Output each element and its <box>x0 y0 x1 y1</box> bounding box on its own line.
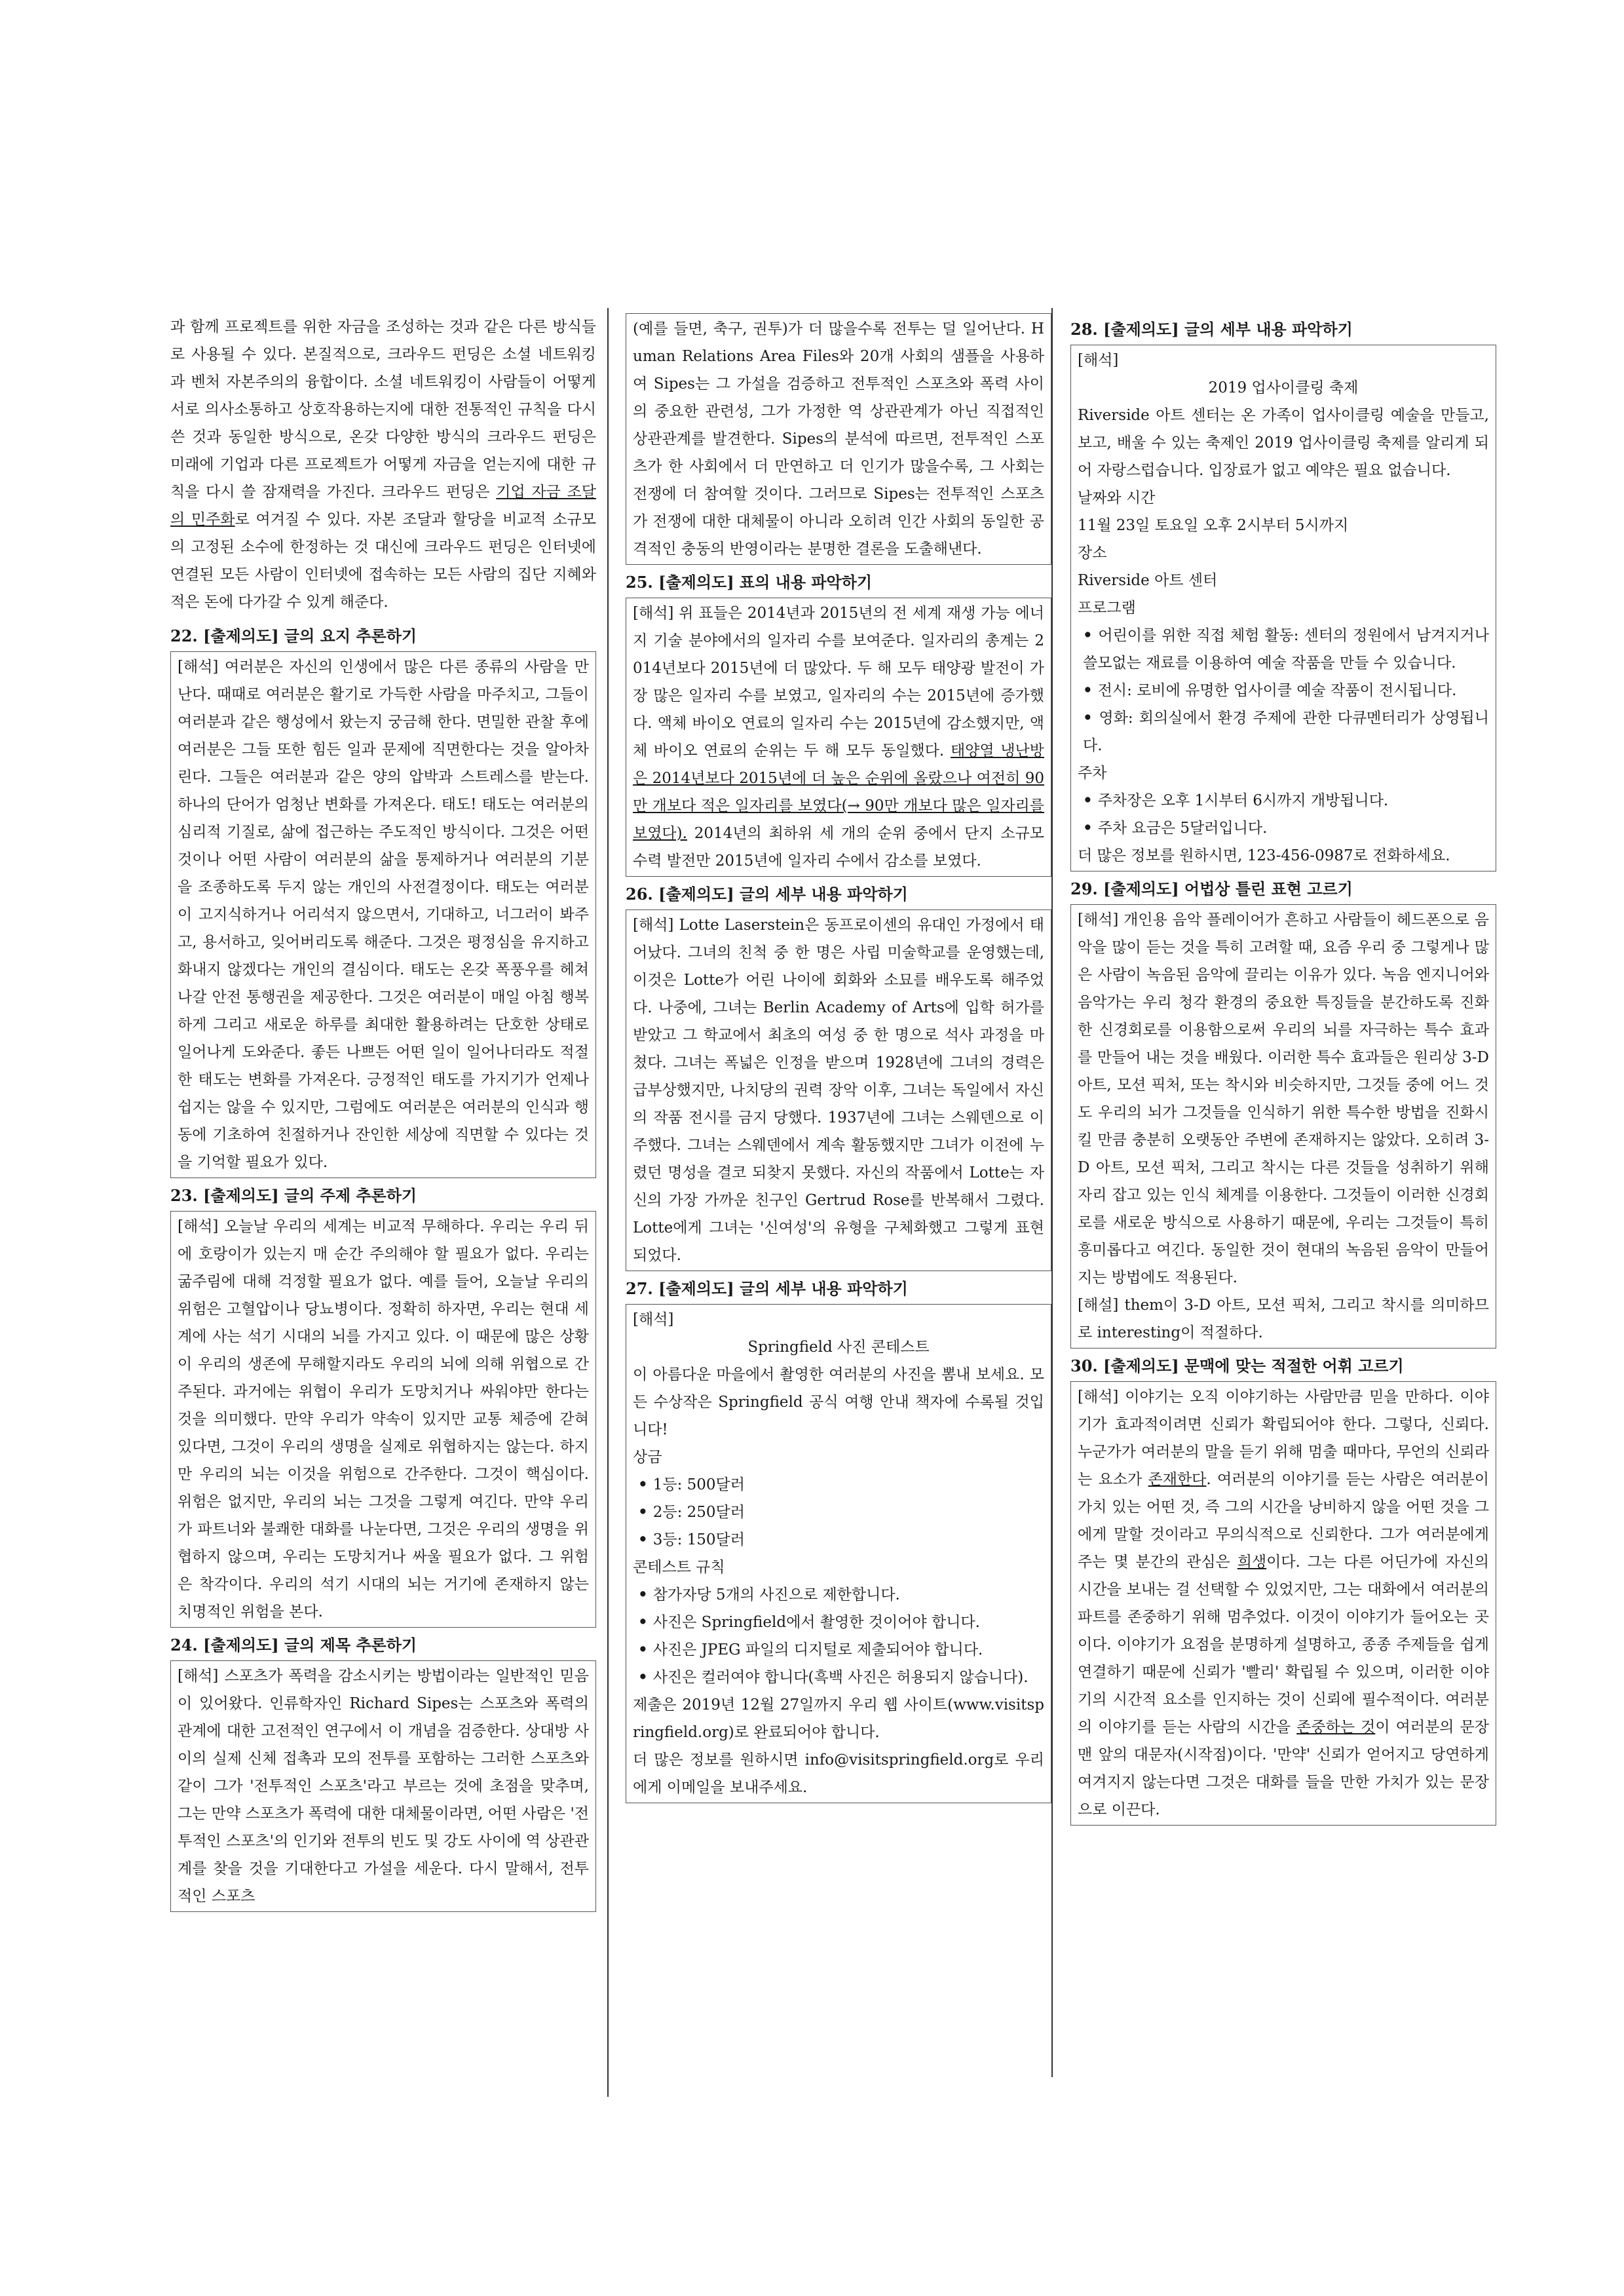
column-divider <box>607 308 609 2097</box>
question-29-title: 29. [출제의도] 어법상 틀린 표현 고르기 <box>1070 879 1353 898</box>
question-24-continued: (예를 들면, 축구, 권투)가 더 많을수록 전투는 덜 일어난다. Human Relations Area Files와 20개 사회의 샘플을 사용하여 Sipes는 그 가설을 검증하고 전투적인 스포츠와 폭력 사이의 중요한 관련성, 그가 가정한 역 상관관계가 아닌 직접적인 상관관계를 발견한다. Sipes의 분석에 따르면, 전투적인 스포츠가 한 사회에서 더 만연하고 더 인기가 많을수록, 그 사회는 전쟁에 더 참여할 것이다. 그러므로 Sipes는 전투적인 스포츠가 전쟁에 대한 대체물이 아니라 오히려 인간 사회의 동일한 공격적인 충동의 반영이라는 분명한 결론을 도출해낸다. <box>626 313 1051 565</box>
question-29-box: [해석] 개인용 음악 플레이어가 흔하고 사람들이 헤드폰으로 음악을 많이 듣는 것을 특히 고려할 때, 요즘 우리 중 그렇게나 많은 사람이 녹음된 음악에 끌리는 이유가 있다. 녹음 엔지니어와 음악가는 우리 청각 환경의 중요한 특징들을 분간하도록 진화한 신경회로를 이용함으로써 우리의 뇌를 자극하는 특수 효과를 만들어 내는 것을 배웠다. 이러한 특수 효과들은 원리상 3-D 아트, 모션 픽처, 또는 착시와 비슷하지만, 그것들 중에 어느 것도 우리의 뇌가 그것들을 인식하기 위한 특수한 방법을 진화시킬 만큼 충분히 오랫동안 주변에 존재하지는 않았다. 오히려 3-D 아트, 모션 픽처, 그리고 착시는 다른 것들을 성취하기 위해 자리 잡고 있는 인식 체계를 이용한다. 그것들이 이러한 신경회로를 새로운 방식으로 사용하기 때문에, 우리는 그것들이 특히 흥미롭다고 여긴다. 동일한 것이 현대의 녹음된 음악이 만들어지는 방법에도 적용된다. [해설] them이 3-D 아트, 모션 픽처, 그리고 착시를 의미하므로 interesting이 적절하다. <box>1070 904 1496 1349</box>
question-23-title: 23. [출제의도] 글의 주제 추론하기 <box>170 1186 417 1205</box>
column-1 <box>170 313 596 1916</box>
list-item: • 사진은 컬러여야 합니다(흑백 사진은 허용되지 않습니다). <box>633 1664 1044 1691</box>
question-23-box: [해석] 오늘날 우리의 세계는 비교적 무해하다. 우리는 우리 뒤에 호랑이가 있는지 매 순간 주의해야 할 필요가 없다. 우리는 굶주림에 대해 걱정할 필요가 없다. 예를 들어, 오늘날 우리의 위험은 고혈압이나 당뇨병이다. 정확히 하자면, 우리는 현대 세계에 사는 석기 시대의 뇌를 가지고 있다. 이 때문에 많은 상황이 우리의 생존에 무해할지라도 우리의 뇌에 의해 위협으로 간주된다. 과거에는 위협이 우리가 도망치거나 싸워야만 한다는 것을 의미했다. 만약 우리가 약속이 있지만 교통 체증에 갇혀 있다면, 그것이 우리의 생명을 실제로 위협하지는 않는다. 하지만 우리의 뇌는 이것을 위험으로 간주한다. 그것이 핵심이다. 위험은 없지만, 우리의 뇌는 그것을 그렇게 여긴다. 만약 우리가 파트너와 불쾌한 대화를 나눈다면, 그것은 우리의 생명을 위협하지 않으며, 우리는 도망치거나 싸울 필요가 없다. 그 위험은 착각이다. 우리의 석기 시대의 뇌는 거기에 존재하지 않는 치명적인 위험을 본다. <box>170 1211 596 1628</box>
list-item: • 3등: 150달러 <box>633 1526 1044 1554</box>
question-30-title: 30. [출제의도] 문맥에 맞는 적절한 어휘 고르기 <box>1070 1356 1404 1375</box>
question-26-box: [해석] Lotte Laserstein은 동프로이센의 유대인 가정에서 태어났다. 그녀의 친척 중 한 명은 사립 미술학교를 운영했는데, 이것은 Lotte가 어린 나이에 회화와 소묘를 배우도록 해주었다. 나중에, 그녀는 Berlin Academy of Arts에 입학 허가를 받았고 그 학교에서 최초의 여성 중 한 명으로 석사 과정을 마쳤다. 그녀는 폭넓은 인정을 받으며 1928년에 그녀의 경력은 급부상했지만, 나치당의 권력 장악 이후, 그녀는 독일에서 자신의 작품 전시를 금지 당했다. 1937년에 그녀는 스웨덴으로 이주했다. 그녀는 스웨덴에서 계속 활동했지만 그녀가 이전에 누렸던 명성을 결코 되찾지 못했다. 자신의 작품에서 Lotte는 자신의 가장 가까운 친구인 Gertrud Rose를 반복해서 그렸다. Lotte에게 그녀는 '신여성'의 유형을 구체화했고 그렇게 표현되었다. <box>626 909 1051 1271</box>
list-item: • 2등: 250달러 <box>633 1499 1044 1526</box>
list-item: • 주차장은 오후 1시부터 6시까지 개방됩니다. <box>1078 787 1489 814</box>
question-26-title: 26. [출제의도] 글의 세부 내용 파악하기 <box>626 885 908 904</box>
list-item: • 주차 요금은 5달러입니다. <box>1078 814 1489 842</box>
list-item: • 어린이를 위한 직접 체험 활동: 센터의 정원에서 남겨지거나 쓸모없는 재료를 이용하여 예술 작품을 만들 수 있습니다. <box>1078 622 1489 677</box>
question-28-title: 28. [출제의도] 글의 세부 내용 파악하기 <box>1070 320 1353 339</box>
question-30-box: [해석] 이야기는 오직 이야기하는 사람만큼 믿을 만하다. 이야기가 효과적이려면 신뢰가 확립되어야 한다. 그렇다, 신뢰다. 누군가가 여러분의 말을 듣기 위해 멈출 때마다, 무언의 신뢰라는 요소가 존재한다. 여러분의 이야기를 듣는 사람은 여러분이 가치 있는 어떤 것, 즉 그의 시간을 낭비하지 않을 어떤 것을 그에게 말할 것이라고 무의식적으로 신뢰한다. 그가 여러분에게 주는 몇 분간의 관심은 희생이다. 그는 다른 어딘가에 자신의 시간을 보내는 걸 선택할 수 있었지만, 그는 대화에서 여러분의 파트를 존중하기 위해 멈추었다. 이것이 이야기가 들어오는 곳이다. 이야기가 요점을 분명하게 설명하고, 종종 주제들을 쉽게 연결하기 때문에 신뢰가 '빨리' 확립될 수 있으며, 이러한 이야기의 시간적 요소를 인지하는 것이 신뢰에 필수적이다. 여러분의 이야기를 듣는 사람의 시간을 존중하는 것이 여러분의 문장 맨 앞의 대문자(시작점)이다. '만약' 신뢰가 얻어지고 당연하게 여겨지지 않는다면 그것은 대화를 들을 만한 가치가 있는 문장으로 이끈다. <box>1070 1381 1496 1826</box>
column-3 <box>1070 313 1496 1829</box>
list-item: • 1등: 500달러 <box>633 1471 1044 1499</box>
underlined-phrase: 기업 자금 조달의 민주화 <box>170 484 596 528</box>
list-item: • 전시: 로비에 유명한 업사이클 예술 작품이 전시됩니다. <box>1078 677 1489 704</box>
underlined-word: 희생 <box>1237 1554 1267 1571</box>
crowdfunding-paragraph: 과 함께 프로젝트를 위한 자금을 조성하는 것과 같은 다른 방식들로 사용될 수 있다. 본질적으로, 크라우드 펀딩은 소셜 네트워킹과 벤처 자본주의의 융합이다. 소셜 네트워킹이 사람들이 어떻게 서로 의사소통하고 상호작용하는지에 대한 전통적인 규칙을 다시 쓴 것과 동일한 방식으로, 온갖 다양한 방식의 크라우드 펀딩은 미래에 기업과 다른 프로젝트가 어떻게 자금을 얻는지에 대한 규칙을 다시 쓸 잠재력을 가진다. 크라우드 펀딩은 기업 자금 조달의 민주화로 여겨질 수 있다. 자본 조달과 할당을 비교적 소규모의 고정된 소수에 한정하는 것 대신에 크라우드 펀딩은 인터넷에 연결된 모든 사람이 인터넷에 접속하는 모든 사람의 집단 지혜와 적은 돈에 다가갈 수 있게 해준다. <box>170 318 596 611</box>
question-25-box: [해석] 위 표들은 2014년과 2015년의 전 세계 재생 가능 에너지 기술 분야에서의 일자리 수를 보여준다. 일자리의 총계는 2014년보다 2015년에 더 많았다. 두 해 모두 태양광 발전이 가장 많은 일자리 수를 보였고, 일자리의 수는 2015년에 증가했다. 액체 바이오 연료의 일자리 수는 2015년에 감소했지만, 액체 바이오 연료의 순위는 두 해 모두 동일했다. 태양열 냉난방은 2014년보다 2015년에 더 높은 순위에 올랐으나 여전히 90만 개보다 적은 일자리를 보였다(→ 90만 개보다 많은 일자리를 보였다). 2014년의 최하위 세 개의 순위 중에서 단지 소규모 수력 발전만 2015년에 일자리 수에서 감소를 보였다. <box>626 598 1051 877</box>
question-22-title: 22. [출제의도] 글의 요지 추론하기 <box>170 626 417 645</box>
underlined-sentence: 태양열 냉난방은 2014년보다 2015년에 더 높은 순위에 올랐으나 여전히 90만 개보다 적은 일자리를 보였다(→ 90만 개보다 많은 일자리를 보였다). <box>633 742 1044 842</box>
question-27-title: 27. [출제의도] 글의 세부 내용 파악하기 <box>626 1279 908 1298</box>
column-2 <box>626 313 1051 1807</box>
question-25-title: 25. [출제의도] 표의 내용 파악하기 <box>626 573 873 592</box>
list-item: • 사진은 Springfield에서 촬영한 것이어야 합니다. <box>633 1609 1044 1636</box>
underlined-word: 존중하는 것 <box>1296 1719 1376 1736</box>
list-item: • 영화: 회의실에서 환경 주제에 관한 다큐멘터리가 상영됩니다. <box>1078 704 1489 759</box>
list-item: • 사진은 JPEG 파일의 디지털로 제출되어야 합니다. <box>633 1636 1044 1664</box>
column-divider <box>1051 308 1053 2077</box>
question-27-box: [해석] Springfield 사진 콘테스트 이 아름다운 마을에서 촬영한 여러분의 사진을 뽐내 보세요. 모든 수상작은 Springfield 공식 여행 안내 책자에 수록될 것입니다! 상금 • 1등: 500달러 • 2등: 250달러 • 3등: 150달러 콘테스트 규칙 • 참가자당 5개의 사진으로 제한합니다. • 사진은 Springfield에서 촬영한 것이어야 합니다. • 사진은 JPEG 파일의 디지털로 제출되어야 합니다. • 사진은 컬러여야 합니다(흑백 사진은 허용되지 않습니다). 제출은 2019년 12월 27일까지 우리 웹 사이트(www.visitspringfield.org)로 완료되어야 합니다. 더 많은 정보를 원하시면 info@visitspringfield.org로 우리에게 이메일을 보내주세요. <box>626 1304 1051 1803</box>
question-24-title: 24. [출제의도] 글의 제목 추론하기 <box>170 1636 417 1655</box>
underlined-word: 존재한다 <box>1148 1471 1207 1488</box>
notice-heading: 2019 업사이클링 축제 <box>1208 379 1359 396</box>
question-28-box: [해석] 2019 업사이클링 축제 Riverside 아트 센터는 온 가족이 업사이클링 예술을 만들고, 보고, 배울 수 있는 축제인 2019 업사이클링 축제를 알리게 되어 자랑스럽습니다. 입장료가 없고 예약은 필요 없습니다. 날짜와 시간 11월 23일 토요일 오후 2시부터 5시까지 장소 Riverside 아트 센터 프로그램 • 어린이를 위한 직접 체험 활동: 센터의 정원에서 남겨지거나 쓸모없는 재료를 이용하여 예술 작품을 만들 수 있습니다. • 전시: 로비에 유명한 업사이클 예술 작품이 전시됩니다. • 영화: 회의실에서 환경 주제에 관한 다큐멘터리가 상영됩니다. 주차 • 주차장은 오후 1시부터 6시까지 개방됩니다. • 주차 요금은 5달러입니다. 더 많은 정보를 원하시면, 123-456-0987로 전화하세요. <box>1070 345 1496 871</box>
notice-heading: Springfield 사진 콘테스트 <box>747 1339 930 1356</box>
question-22-box: [해석] 여러분은 자신의 인생에서 많은 다른 종류의 사람을 만난다. 때때로 여러분은 활기로 가득한 사람을 마주치고, 그들이 여러분과 같은 행성에서 왔는지 궁금해 한다. 면밀한 관찰 후에 여러분은 그들 또한 힘든 일과 문제에 직면한다는 것을 알아차린다. 그들은 여러분과 같은 양의 압박과 스트레스를 받는다. 하나의 단어가 엄청난 변화를 가져온다. 태도! 태도는 여러분의 심리적 기질로, 삶에 접근하는 주도적인 방식이다. 그것은 어떤 것이나 어떤 사람이 여러분의 삶을 통제하거나 여러분의 기분을 조종하도록 두지 않는 개인의 사전결정이다. 태도는 여러분이 고지식하거나 어리석지 않으면서, 기대하고, 너그러이 봐주고, 용서하고, 잊어버리도록 해준다. 그것은 평정심을 유지하고 화내지 않겠다는 개인의 결심이다. 태도는 온갖 폭풍우를 헤쳐 나갈 안전 통행권을 제공한다. 그것은 여러분이 매일 아침 행복하게 그리고 새로운 하루를 최대한 활용하려는 단호한 상태로 일어나게 도와준다. 좋든 나쁘든 어떤 일이 일어나더라도 적절한 태도는 변화를 가져온다. 긍정적인 태도를 가지기가 언제나 쉽지는 않을 수 있지만, 그럼에도 여러분은 여러분의 인식과 행동에 기초하여 친절하거나 잔인한 세상에 직면할 수 있다는 것을 기억할 필요가 있다. <box>170 651 596 1178</box>
list-item: • 참가자당 5개의 사진으로 제한합니다. <box>633 1581 1044 1609</box>
question-24-box: [해석] 스포츠가 폭력을 감소시키는 방법이라는 일반적인 믿음이 있어왔다. 인류학자인 Richard Sipes는 스포츠와 폭력의 관계에 대한 고전적인 연구에서 이 개념을 검증한다. 상대방 사이의 실제 신체 접촉과 모의 전투를 포함하는 그러한 스포츠와 같이 그가 '전투적인 스포츠'라고 부르는 것에 초점을 맞추며, 그는 만약 스포츠가 폭력에 대한 대체물이라면, 어떤 사람은 '전투적인 스포츠'의 인기와 전투의 빈도 및 강도 사이에 역 상관관계를 찾을 것을 기대한다고 가설을 세운다. 다시 말해서, 전투적인 스포츠 <box>170 1660 596 1912</box>
